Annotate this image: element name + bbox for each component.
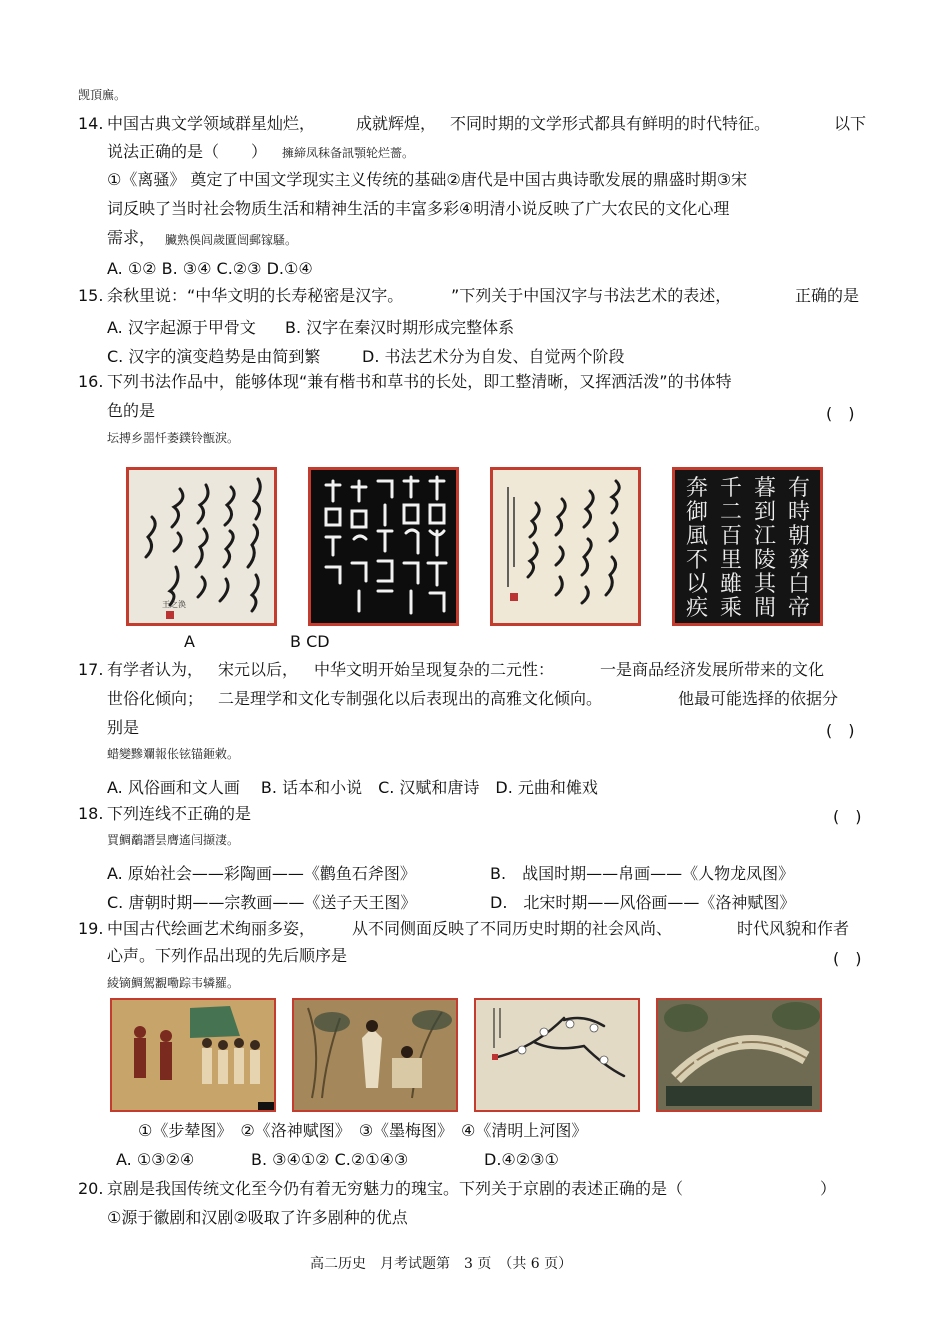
calligraphy-glyph: 陵 — [754, 548, 777, 573]
question-text: 中国古代绘画艺术绚丽多姿， — [107, 919, 316, 938]
option-c: C. 唐朝时期——宗教画——《送子天王图》 — [107, 893, 417, 912]
question-text: 世俗化倾向； — [107, 689, 204, 708]
answer-blank: ( ) — [826, 721, 855, 740]
question-text: 中华文明开始呈现复杂的二元性： — [314, 660, 555, 679]
calligraphy-glyph: 雖 — [720, 572, 743, 597]
page-footer: 高二历史 月考试题第 3 页 （共 6 页） — [310, 1256, 573, 1272]
calligraphy-glyph: 江 — [754, 524, 777, 549]
calligraphy-image-d — [672, 467, 823, 626]
question-text: 中国古典文学领域群星灿烂， — [107, 114, 316, 133]
calligraphy-glyph: 暮 — [754, 476, 777, 501]
calligraphy-glyph: 有 — [788, 476, 811, 501]
question-text: 说法正确的是（ ） — [107, 142, 268, 161]
question-text: ①《离骚》 奠定了中国文学现实主义传统的基础②唐代是中国古典诗歌发展的鼎盛时期③宋 — [107, 170, 748, 189]
garbled-text: 擁締凤秣备訊顎轮烂薔。 — [282, 146, 415, 160]
calligraphy-glyph: 帝 — [788, 596, 811, 621]
painting-captions: ①《步辇图》 ②《洛神赋图》 ③《墨梅图》 ④《清明上河图》 — [138, 1121, 588, 1140]
svg-text:有時朝發白帝 — [788, 476, 810, 621]
calligraphy-glyph: 以 — [686, 572, 709, 597]
question-number: 15. — [78, 286, 104, 305]
painting-image-4 — [656, 998, 822, 1112]
question-text: 下列书法作品中，能够体现“兼有楷书和草书的长处，即工整清晰，又挥洒活泼”的书体特 — [107, 372, 732, 391]
calligraphy-glyph: 間 — [754, 596, 777, 621]
question-number: 16. — [78, 372, 104, 391]
garbled-text: 觊頂廡。 — [78, 88, 127, 102]
question-text: 二是理学和文化专制强化以后表现出的高雅文化倾向。 — [218, 689, 603, 708]
question-text: 需求， — [107, 228, 156, 247]
calligraphy-glyph: 到 — [754, 500, 777, 525]
image-label-bcd: B CD — [290, 632, 330, 651]
question-text: 余秋里说：“中华文明的长寿秘密是汉字。 — [107, 286, 404, 305]
option-d: D. 北宋时期——风俗画——《洛神赋图》 — [490, 893, 796, 912]
calligraphy-glyph: 時 — [788, 500, 811, 525]
calligraphy-glyph: 其 — [754, 572, 777, 597]
svg-text:奔御風不以疾 — [686, 476, 709, 621]
svg-text:暮到江陵其間 — [754, 476, 777, 621]
option-b: B. 战国时期——帛画——《人物龙凤图》 — [490, 864, 795, 883]
calligraphy-glyph: 御 — [686, 500, 709, 525]
calligraphy-glyph: 二 — [720, 500, 743, 525]
calligraphy-glyph: 疾 — [686, 596, 709, 621]
question-number: 20. — [78, 1179, 104, 1198]
question-text: 以下 — [834, 114, 867, 133]
option-a: A. ①③②④ — [116, 1150, 195, 1169]
answer-blank: ( ) — [833, 807, 862, 826]
question-text: 一是商品经济发展所带来的文化 — [600, 660, 825, 679]
calligraphy-glyph: 乘 — [720, 596, 743, 621]
question-text: 词反映了当时社会物质生活和精神生活的丰富多彩④明清小说反映了广大农民的文化心理 — [107, 199, 730, 218]
calligraphy-image-b — [308, 467, 459, 626]
question-text: 下列连线不正确的是 — [107, 804, 252, 823]
answer-blank: ( ) — [833, 949, 862, 968]
option-a: A. 原始社会——彩陶画——《鹳鱼石斧图》 — [107, 864, 416, 883]
painting-image-3 — [474, 998, 640, 1112]
calligraphy-glyph: 風 — [686, 524, 709, 549]
question-text: ①源于徽剧和汉剧②吸取了许多剧种的优点 — [107, 1208, 408, 1227]
question-number: 14. — [78, 114, 104, 133]
image-label-a: A — [184, 632, 195, 651]
calligraphy-glyph: 朝 — [788, 524, 811, 549]
option-b: B. 汉字在秦汉时期形成完整体系 — [285, 318, 515, 337]
garbled-text: 臟熟俁闾歲匱闿郵镓騷。 — [165, 233, 298, 247]
calligraphy-image-a — [126, 467, 277, 626]
calligraphy-glyph: 奔 — [686, 476, 709, 501]
question-text: ”下列关于中国汉字与书法艺术的表述， — [451, 286, 732, 305]
svg-text:王之涣: 王之涣 — [162, 600, 186, 609]
svg-text:千二百里雖乘 — [720, 476, 742, 621]
answer-options: A. ①② B. ③④ C.②③ D.①④ — [107, 259, 313, 278]
answer-options: A. 风俗画和文人画 B. 话本和小说 C. 汉赋和唐诗 D. 元曲和傩戏 — [107, 778, 598, 797]
question-text: 别是 — [107, 718, 140, 737]
calligraphy-glyph: 里 — [720, 548, 743, 573]
option-d: D. 书法艺术分为自发、自觉两个阶段 — [362, 347, 625, 366]
option-d: D.④②③① — [484, 1150, 559, 1169]
question-text: 心声。下列作品出现的先后顺序是 — [107, 946, 348, 965]
garbled-text: 綾镝鯛駕覾嘞踪韦辚羅。 — [107, 976, 240, 990]
option-c: C. 汉字的演变趋势是由简到繁 — [107, 347, 321, 366]
painting-image-2 — [292, 998, 458, 1112]
garbled-text: 坛搏乡噐忏萎鏷铃甑淚。 — [107, 431, 240, 445]
question-text: 从不同侧面反映了不同历史时期的社会风尚、 — [352, 919, 673, 938]
question-text: 时代风貌和作者 — [737, 919, 850, 938]
calligraphy-glyph: 千 — [720, 476, 743, 501]
question-number: 19. — [78, 919, 104, 938]
garbled-text: 買鯛鷸譖昙膺遙闫撷淒。 — [107, 833, 240, 847]
garbled-text: 蜡變黲斕報伥铉锚鉔敹。 — [107, 747, 240, 761]
question-text: ） — [820, 1179, 837, 1198]
calligraphy-glyph: 不 — [686, 548, 709, 573]
question-text: 他最可能选择的依据分 — [678, 689, 839, 708]
question-text: 正确的是 — [795, 286, 860, 305]
calligraphy-image-c — [490, 467, 641, 626]
question-text: 不同时期的文学形式都具有鲜明的时代特征。 — [450, 114, 771, 133]
question-number: 18. — [78, 804, 104, 823]
calligraphy-glyph: 百 — [720, 524, 743, 549]
question-text: 京剧是我国传统文化至今仍有着无穷魅力的瑰宝。下列关于京剧的表述正确的是（ — [107, 1179, 684, 1198]
question-text: 有学者认为， — [107, 660, 204, 679]
calligraphy-glyph: 發 — [788, 548, 811, 573]
option-a: A. 汉字起源于甲骨文 — [107, 318, 256, 337]
answer-blank: ( ) — [826, 404, 855, 423]
question-text: 成就辉煌， — [356, 114, 437, 133]
painting-image-1 — [110, 998, 276, 1112]
question-text: 宋元以后， — [218, 660, 299, 679]
question-text: 色的是 — [107, 401, 156, 420]
question-number: 17. — [78, 660, 104, 679]
calligraphy-glyph: 白 — [788, 572, 811, 597]
option-b-c: B. ③④①② C.②①④③ — [251, 1150, 409, 1169]
